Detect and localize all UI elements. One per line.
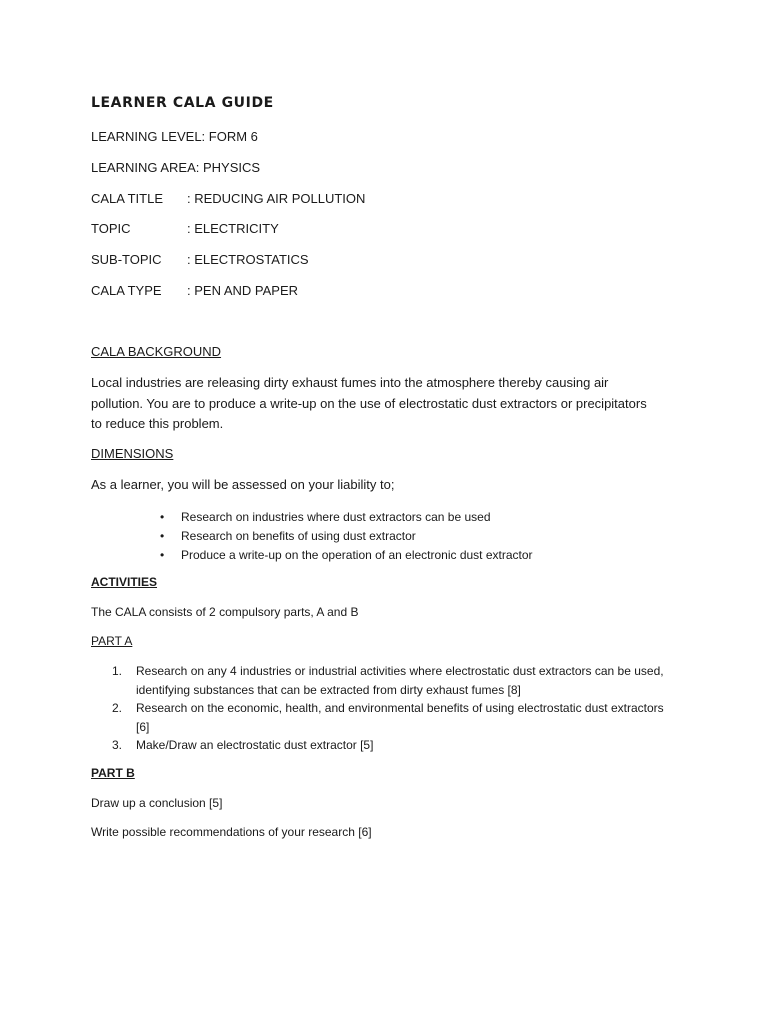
cala-type-label: CALA TYPE [91,283,162,298]
sub-topic-value: : ELECTROSTATICS [187,252,309,267]
list-item: 2. Research on the economic, health, and environmental benefits of using electrostatic dust extractors [6] [112,701,664,734]
list-item: 3. Make/Draw an electrostatic dust extractor [5] [112,738,374,752]
list-item: • Research on benefits of using dust extractor [160,527,533,546]
dimensions-intro: As a learner, you will be assessed on your liability to; [91,477,395,492]
part-b-recommendations: Write possible recommendations of your research [6] [91,825,372,839]
part-b-conclusion: Draw up a conclusion [5] [91,796,223,810]
learning-level: LEARNING LEVEL: FORM 6 [91,129,258,144]
cala-type-value: : PEN AND PAPER [187,283,299,298]
part-a-heading: PART A [91,634,133,648]
list-item: 1. Research on any 4 industries or industrial activities where electrostatic dust extractors can be used, identifying substances that can be extracted from dirty exhaust fumes [8] [112,664,664,697]
learning-area: LEARNING AREA: PHYSICS [91,160,261,175]
cala-title-row [91,191,365,206]
bullet-icon: • [160,529,165,543]
dimensions-list [160,508,533,565]
part-b-heading: PART B [91,766,135,780]
sub-topic-row [91,252,309,267]
activities-intro: The CALA consists of 2 compulsory parts, A and B [91,605,359,619]
page-title: LEARNER CALA GUIDE [91,95,274,111]
topic-row [91,221,279,236]
list-item: • Produce a write-up on the operation of an electronic dust extractor [160,546,533,565]
cala-title-value: : REDUCING AIR POLLUTION [187,191,366,206]
part-a-list [112,662,672,755]
bullet-icon: • [160,548,165,562]
background-paragraph: Local industries are releasing dirty exhaust fumes into the atmosphere thereby causing air pollution. You are to produce a write-up on the use of electrostatic dust extractors or precipitators to reduce this problem. [91,375,647,431]
topic-value: : ELECTRICITY [187,221,279,236]
bullet-icon: • [160,510,165,524]
list-item: • Research on industries where dust extractors can be used [160,508,533,527]
topic-label: TOPIC [91,221,131,236]
cala-title-label: CALA TITLE [91,191,164,206]
sub-topic-label: SUB-TOPIC [91,252,162,267]
background-heading: CALA BACKGROUND [91,344,222,359]
activities-heading: ACTIVITIES [91,575,158,589]
cala-type-row [91,283,298,298]
dimensions-heading: DIMENSIONS [91,446,174,461]
